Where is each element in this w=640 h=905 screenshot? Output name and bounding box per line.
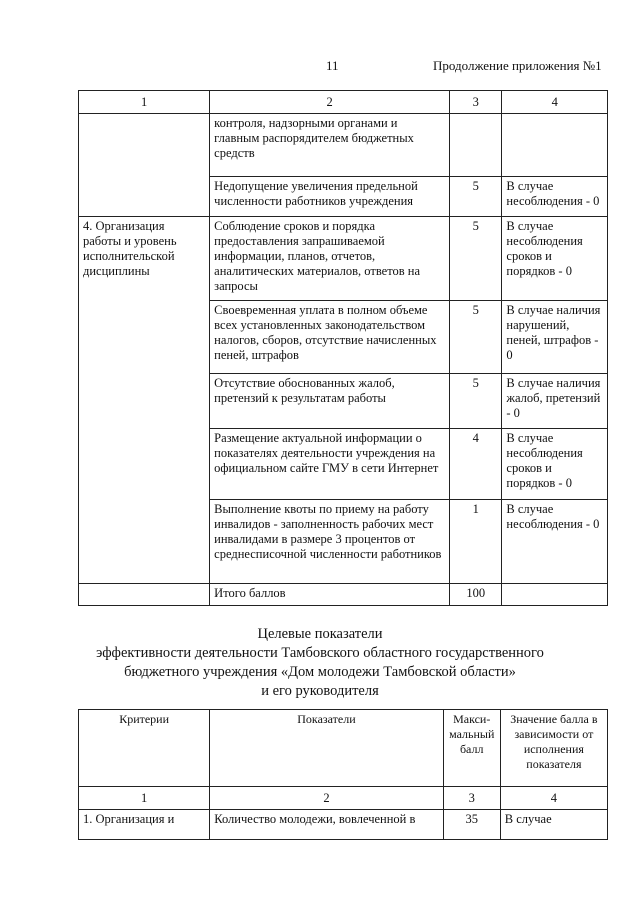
score-cell: 35 <box>443 810 500 840</box>
header-indicators: Показатели <box>210 710 443 787</box>
table-header-row <box>79 710 608 787</box>
section-title-line: Целевые показатели <box>257 626 383 642</box>
total-label: Итого баллов <box>210 584 450 606</box>
indicator-cell: Количество молодежи, вовлеченной в <box>210 810 443 840</box>
section-title-line: эффективности деятельности Тамбовского областного государственного <box>96 645 544 661</box>
score-cell: 5 <box>450 177 502 217</box>
condition-cell: В случае наличия нарушений, пеней, штрафов - 0 <box>502 301 608 374</box>
column-number-row <box>79 91 608 114</box>
total-score: 100 <box>450 584 502 606</box>
condition-cell: В случае несоблюдения сроков и порядков - 0 <box>502 217 608 301</box>
criterion-cell: 1. Организация и <box>79 810 210 840</box>
criteria-table <box>78 90 608 606</box>
condition-cell: В случае <box>500 810 607 840</box>
condition-cell: В случае несоблюдения - 0 <box>502 500 608 584</box>
indicator-cell: Своевременная уплата в полном объеме всех установленных законодательством налогов, сборов, отсутствие начисленных пеней, штрафов <box>210 301 450 374</box>
col-number: 2 <box>210 91 450 114</box>
column-number-row <box>79 787 608 810</box>
score-cell <box>450 114 502 177</box>
score-cell: 5 <box>450 217 502 301</box>
target-indicators-table <box>78 709 608 840</box>
col-number: 4 <box>500 787 607 810</box>
criterion-cell <box>79 584 210 606</box>
table-row <box>79 114 608 177</box>
col-number: 4 <box>502 91 608 114</box>
condition-cell: В случае наличия жалоб, претензий - 0 <box>502 374 608 429</box>
criterion-cell: 4. Организация работы и уровень исполнительской дисциплины <box>79 217 210 584</box>
condition-cell: В случае несоблюдения - 0 <box>502 177 608 217</box>
indicator-cell: Отсутствие обоснованных жалоб, претензий к результатам работы <box>210 374 450 429</box>
indicator-cell: Выполнение квоты по приему на работу инвалидов - заполненность рабочих мест инвалидами в размере 3 процентов от среднесписочной численности работников <box>210 500 450 584</box>
condition-cell <box>502 114 608 177</box>
col-number: 2 <box>210 787 443 810</box>
header-max-score: Макси-мальный балл <box>443 710 500 787</box>
col-number: 3 <box>450 91 502 114</box>
header-score-value: Значение балла в зависимости от исполнения показателя <box>500 710 607 787</box>
table-row <box>79 810 608 840</box>
continuation-note: Продолжение приложения №1 <box>433 58 602 73</box>
table-row <box>79 217 608 301</box>
page-number: 11 <box>326 58 339 73</box>
section-title-line: и его руководителя <box>261 683 379 699</box>
col-number: 1 <box>79 91 210 114</box>
score-cell: 4 <box>450 429 502 500</box>
section-title <box>0 625 640 701</box>
condition-cell: В случае несоблюдения сроков и порядков - 0 <box>502 429 608 500</box>
score-cell: 5 <box>450 301 502 374</box>
header-criteria: Критерии <box>79 710 210 787</box>
col-number: 3 <box>443 787 500 810</box>
indicator-cell: Размещение актуальной информации о показателях деятельности учреждения на официальном сайте ГМУ в сети Интернет <box>210 429 450 500</box>
section-title-line: бюджетного учреждения «Дом молодежи Тамбовской области» <box>124 664 516 680</box>
indicator-cell: контроля, надзорными органами и главным распорядителем бюджетных средств <box>210 114 450 177</box>
condition-cell <box>502 584 608 606</box>
indicator-cell: Недопущение увеличения предельной численности работников учреждения <box>210 177 450 217</box>
score-cell: 5 <box>450 374 502 429</box>
indicator-cell: Соблюдение сроков и порядка предоставления запрашиваемой информации, планов, отчетов, аналитических материалов, ответов на запросы <box>210 217 450 301</box>
total-row <box>79 584 608 606</box>
col-number: 1 <box>79 787 210 810</box>
score-cell: 1 <box>450 500 502 584</box>
criterion-cell <box>79 114 210 217</box>
